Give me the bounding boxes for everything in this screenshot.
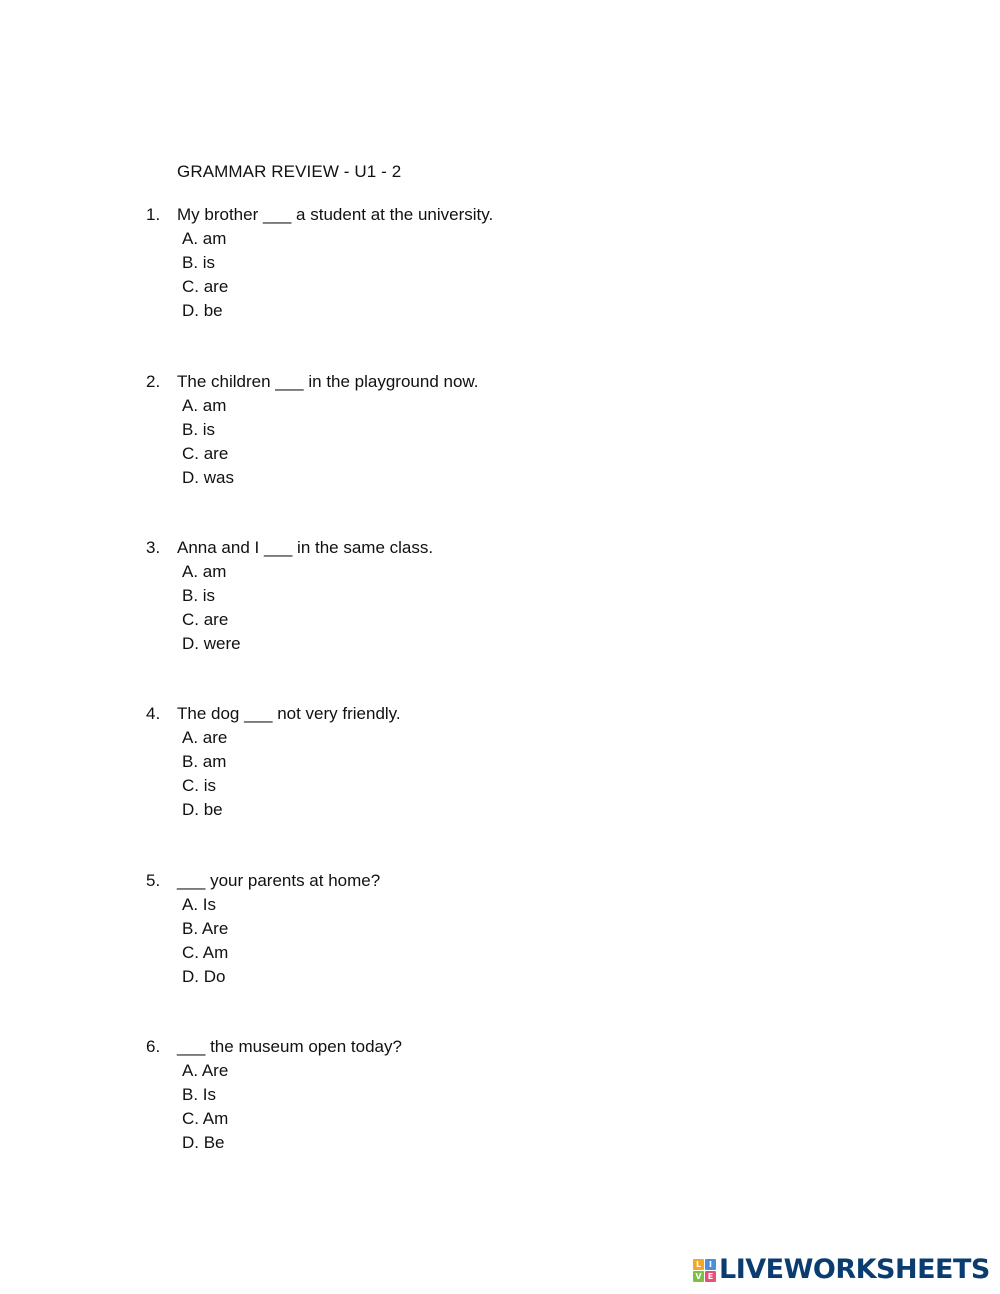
option-a[interactable]: A. am [182,229,227,248]
options-list [146,726,846,822]
option-a[interactable]: A. Are [182,1061,229,1080]
question-text: ___ your parents at home? [177,871,381,890]
question-number: 3. [146,538,161,557]
options-list [146,227,846,323]
question-5 [146,869,846,989]
option-a[interactable]: A. am [182,396,227,415]
options-list [146,560,846,656]
question-1 [146,203,846,323]
logo-mark-letter-i: I [705,1259,716,1270]
option-a[interactable]: A. Is [182,895,217,914]
question-number: 5. [146,871,161,890]
question-number: 2. [146,372,161,391]
question-text: Anna and I ___ in the same class. [177,538,434,557]
option-a[interactable]: A. am [182,562,227,581]
liveworksheets-logo-icon [693,1259,716,1282]
options-list [146,1059,846,1155]
question-text: My brother ___ a student at the university. [177,205,494,224]
logo-wordmark: LIVEWORKSHEETS [719,1254,990,1285]
option-c[interactable]: C. is [182,776,216,795]
question-3 [146,536,846,656]
liveworksheets-logo [693,1254,990,1286]
option-d[interactable]: D. be [182,301,223,320]
options-list [146,893,846,989]
question-2 [146,370,846,490]
option-c[interactable]: C. Am [182,1109,229,1128]
option-d[interactable]: D. be [182,800,223,819]
question-number: 4. [146,704,161,723]
option-a[interactable]: A. are [182,728,228,747]
option-b[interactable]: B. is [182,253,216,272]
worksheet-title: GRAMMAR REVIEW - U1 - 2 [177,162,402,181]
option-d[interactable]: D. was [182,468,234,487]
option-b[interactable]: B. Is [182,1085,217,1104]
option-d[interactable]: D. Do [182,967,226,986]
question-4 [146,702,846,822]
option-b[interactable]: B. is [182,420,216,439]
question-6 [146,1035,846,1155]
question-text: The dog ___ not very friendly. [177,704,401,723]
logo-mark-letter-e: E [705,1271,716,1282]
option-b[interactable]: B. am [182,752,227,771]
option-c[interactable]: C. are [182,277,229,296]
logo-mark-letter-l: L [693,1259,704,1270]
logo-mark-letter-v: V [693,1271,704,1282]
option-b[interactable]: B. is [182,586,216,605]
option-b[interactable]: B. Are [182,919,229,938]
option-c[interactable]: C. Am [182,943,229,962]
option-c[interactable]: C. are [182,444,229,463]
options-list [146,394,846,490]
option-c[interactable]: C. are [182,610,229,629]
question-text: ___ the museum open today? [177,1037,402,1056]
option-d[interactable]: D. were [182,634,241,653]
question-text: The children ___ in the playground now. [177,372,479,391]
question-number: 1. [146,205,161,224]
question-number: 6. [146,1037,161,1056]
option-d[interactable]: D. Be [182,1133,225,1152]
